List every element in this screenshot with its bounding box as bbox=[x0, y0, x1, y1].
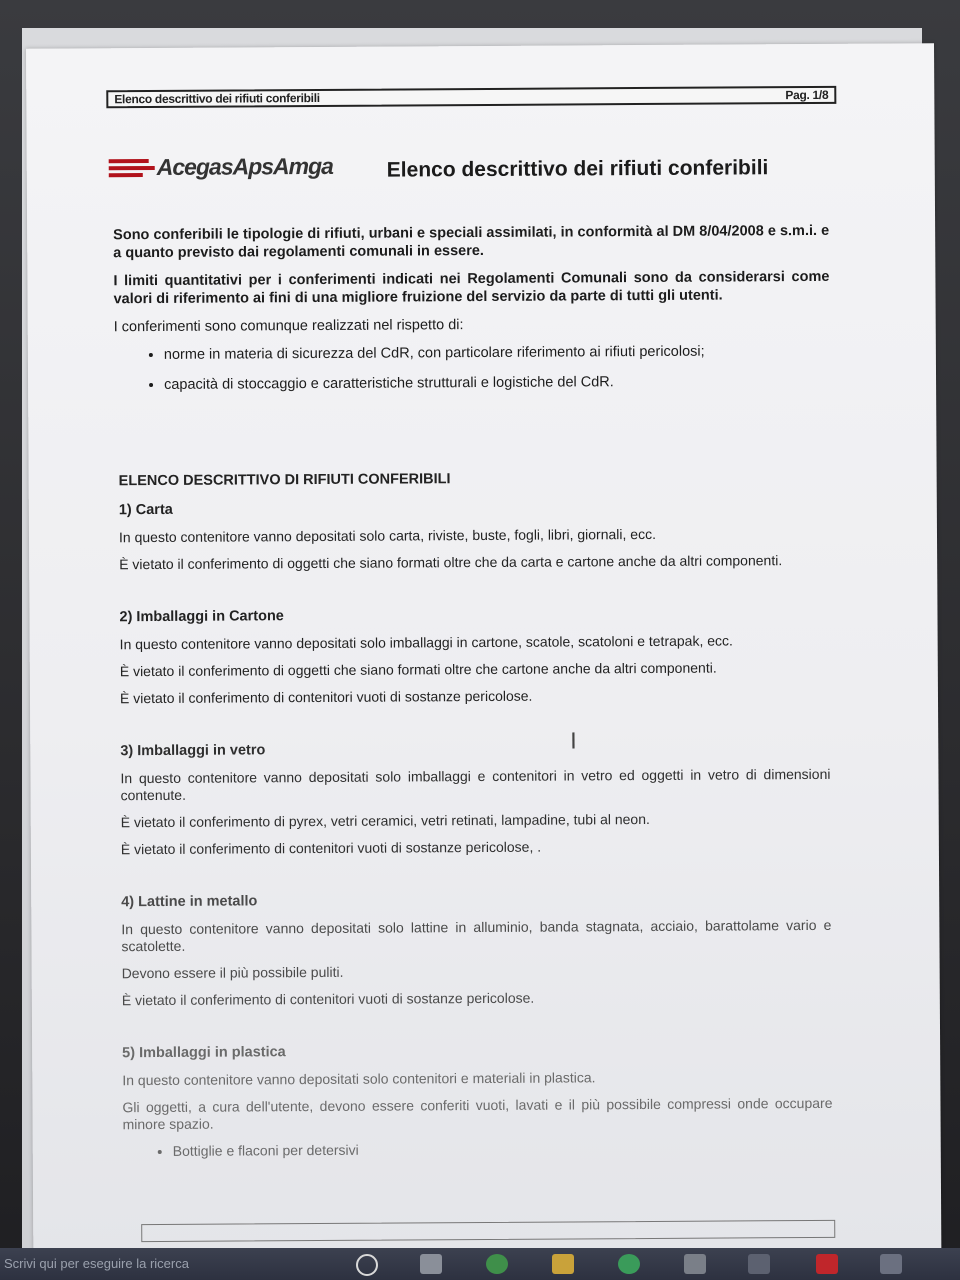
section-bullet: • Bottiglie e flaconi per detersivi bbox=[173, 1139, 833, 1160]
page-footer bbox=[141, 1220, 835, 1242]
section-line: In questo contenitore vanno depositati solo imballaggi in cartone, scatole, scatoloni e tetrapak, ecc. bbox=[119, 632, 733, 653]
section-heading: 1) Carta bbox=[118, 501, 173, 519]
section-heading: 2) Imballaggi in Cartone bbox=[119, 608, 284, 626]
acrobat-icon[interactable] bbox=[816, 1254, 838, 1274]
header-title: Elenco descrittivo dei rifiuti conferibili bbox=[114, 90, 320, 107]
section-line: Devono essere il più possibile puliti. bbox=[121, 963, 344, 982]
section-line: È vietato il conferimento di oggetti che siano formati oltre che da carta e cartone anche da altri componenti. bbox=[119, 552, 783, 573]
logo-text: AcegasApsAmga bbox=[156, 152, 333, 180]
screen bbox=[22, 28, 922, 1253]
section-line: È vietato il conferimento di contenitori vuoti di sostanze pericolose. bbox=[119, 687, 533, 707]
section-metallo bbox=[121, 890, 832, 1009]
app-icon[interactable] bbox=[880, 1254, 902, 1274]
whatsapp-icon[interactable] bbox=[618, 1254, 640, 1274]
section-line: In questo contenitore vanno depositati solo carta, riviste, buste, fogli, libri, giornali, ecc. bbox=[118, 525, 657, 546]
section-bullet-list bbox=[123, 1139, 833, 1160]
section-line: È vietato il conferimento di oggetti che siano formati oltre che cartone anche da altri componenti. bbox=[119, 659, 717, 680]
page-number: Pag. 1/8 bbox=[785, 87, 829, 103]
section-line: È vietato il conferimento di contenitori vuoti di sostanze pericolose, . bbox=[120, 838, 542, 858]
cortana-icon[interactable] bbox=[356, 1254, 378, 1276]
logo-mark-icon bbox=[109, 156, 155, 178]
section-line: Gli oggetti, a cura dell'utente, devono essere conferiti vuoti, lavati e il più possibile compressi onde occupare minore spazio. bbox=[122, 1094, 833, 1133]
section-heading: 3) Imballaggi in vetro bbox=[120, 742, 266, 760]
section-carta bbox=[119, 498, 829, 573]
app-icon[interactable] bbox=[748, 1254, 770, 1274]
company-logo bbox=[109, 153, 333, 181]
file-explorer-icon[interactable] bbox=[552, 1254, 574, 1274]
intro-paragraph-2: I limiti quantitativi per i conferimenti indicati nei Regolamenti Comunali sono da considerarsi come valori di riferimento ai fini di una migliore fruizione del servizio da parte di tutti gli utenti. bbox=[113, 268, 830, 308]
calculator-icon[interactable] bbox=[684, 1254, 706, 1274]
section-line: In questo contenitore vanno depositati solo imballaggi e contenitori in vetro ed oggetti in vetro di dimensioni contenute. bbox=[120, 765, 831, 804]
document-page bbox=[26, 43, 941, 1256]
task-view-icon[interactable] bbox=[420, 1254, 442, 1274]
section-plastica bbox=[122, 1041, 833, 1160]
section-line: In questo contenitore vanno depositati solo lattine in alluminio, banda stagnata, acciaio, barattolame vario e scatolette. bbox=[121, 916, 832, 955]
intro-bullet: • norme in materia di sicurezza del CdR, con particolare riferimento ai rifiuti pericolosi; bbox=[164, 342, 830, 364]
section-line: È vietato il conferimento di pyrex, vetri ceramici, vetri retinati, lampadine, tubi al neon. bbox=[120, 810, 650, 831]
list-title: ELENCO DESCRITTIVO DI RIFIUTI CONFERIBILI bbox=[118, 471, 451, 490]
section-line: È vietato il conferimento di contenitori vuoti di sostanze pericolose. bbox=[121, 989, 535, 1009]
section-cartone bbox=[119, 605, 830, 707]
section-line: In questo contenitore vanno depositati solo contenitori e materiali in plastica. bbox=[122, 1069, 596, 1089]
taskbar-search-input[interactable]: Scrivi qui per eseguire la ricerca bbox=[4, 1256, 189, 1271]
text-cursor-icon: I bbox=[570, 729, 577, 755]
waste-list bbox=[119, 469, 833, 1160]
intro-bullet: • capacità di stoccaggio e caratteristiche strutturali e logistiche del CdR. bbox=[164, 372, 830, 394]
intro-block bbox=[113, 222, 830, 406]
page-header bbox=[106, 86, 836, 108]
chrome-icon[interactable] bbox=[486, 1254, 508, 1274]
section-heading: 5) Imballaggi in plastica bbox=[122, 1044, 286, 1062]
intro-paragraph-3: I conferimenti sono comunque realizzati nel rispetto di: bbox=[113, 317, 464, 336]
section-heading: 4) Lattine in metallo bbox=[121, 893, 258, 911]
document-title: Elenco descrittivo dei rifiuti conferibili bbox=[386, 156, 769, 182]
intro-bullet-list bbox=[114, 342, 830, 394]
section-vetro bbox=[120, 739, 831, 858]
intro-paragraph-1: Sono conferibili le tipologie di rifiuti, urbani e speciali assimilati, in conformità al DM 8/04/2008 e s.m.i. e a quanto previsto dai regolamenti comunali in essere. bbox=[113, 222, 830, 262]
taskbar[interactable] bbox=[0, 1248, 960, 1280]
